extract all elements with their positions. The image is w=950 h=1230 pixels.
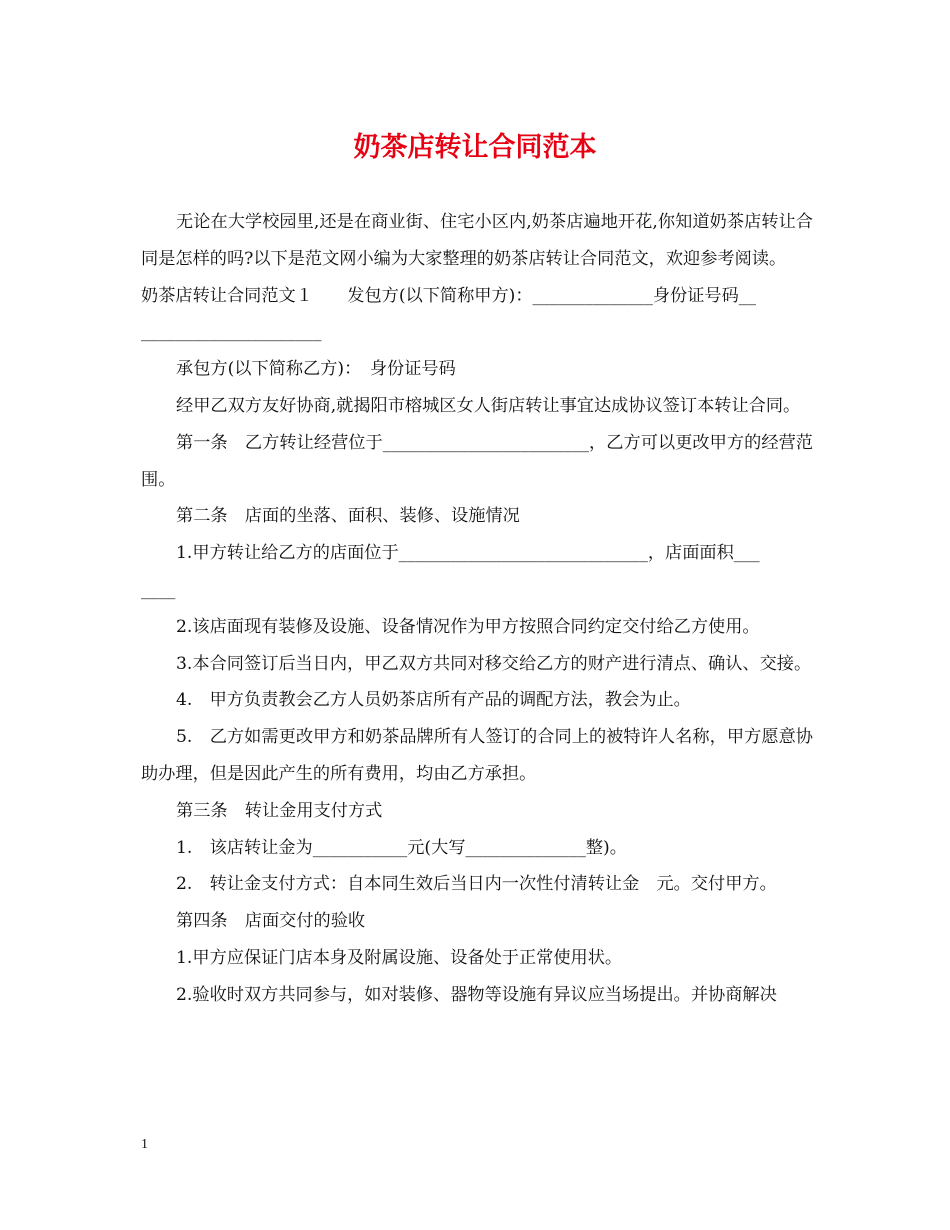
article-2-item-3: 3.本合同签订后当日内，甲乙双方共同对移交给乙方的财产进行清点、确认、交接。 xyxy=(176,653,812,674)
article-3-item-2: 2. 转让金支付方式：自本同生效后当日内一次性付清转让金 元。交付甲方。 xyxy=(176,874,777,895)
article-4-item-1: 1.甲方应保证门店本身及附属设施、设备处于正常使用状。 xyxy=(176,947,623,968)
party-b-line: 承包方(以下简称乙方)： 身份证号码 xyxy=(176,359,456,380)
article-4-heading: 第四条 店面交付的验收 xyxy=(176,911,366,932)
article-2-item-1-blank: ____ xyxy=(141,579,176,600)
article-2-item-2: 2.该店面现有装修及设施、设备情况作为甲方按照合同约定交付给乙方使用。 xyxy=(176,616,760,637)
article-2-item-1: 1.甲方转让给乙方的店面位于_____________________________，店面面积___ xyxy=(176,543,760,564)
agreement-paragraph: 经甲乙双方友好协商,就揭阳市榕城区女人街店转让事宜达成协议签订本转让合同。 xyxy=(176,395,801,416)
article-2-item-4: 4. 甲方负责教会乙方人员奶茶店所有产品的调配方法，教会为止。 xyxy=(176,690,691,711)
party-a-line: 奶茶店转让合同范文１ 发包方(以下简称甲方)：______________身份证号码__ xyxy=(141,285,756,306)
document-body xyxy=(141,204,813,1014)
article-2-heading: 第二条 店面的坐落、面积、装修、设施情况 xyxy=(176,506,520,527)
document-title: 奶茶店转让合同范本 xyxy=(353,132,597,163)
article-3-item-1: 1. 该店转让金为___________元(大写______________整)。 xyxy=(176,837,627,858)
intro-paragraph: 无论在大学校园里,还是在商业街、住宅小区内,奶茶店遍地开花,你知道奶茶店转让合同是怎样的吗?以下是范文网小编为大家整理的奶茶店转让合同范文，欢迎参考阅读。 xyxy=(141,212,813,269)
article-2-item-5: 5. 乙方如需更改甲方和奶茶品牌所有人签订的合同上的被特许人名称，甲方愿意协助办理，但是因此产生的所有费用，均由乙方承担。 xyxy=(141,727,813,784)
party-a-id-blank: _____________________ xyxy=(141,322,322,343)
page-number: 1 xyxy=(141,1137,148,1152)
article-4-item-2: 2.验收时双方共同参与，如对装修、器物等设施有异议应当场提出。并协商解决 xyxy=(176,984,777,1005)
article-3-heading: 第三条 转让金用支付方式 xyxy=(176,800,383,821)
article-1: 第一条 乙方转让经营位于________________________，乙方可以更改甲方的经营范围。 xyxy=(141,432,813,490)
